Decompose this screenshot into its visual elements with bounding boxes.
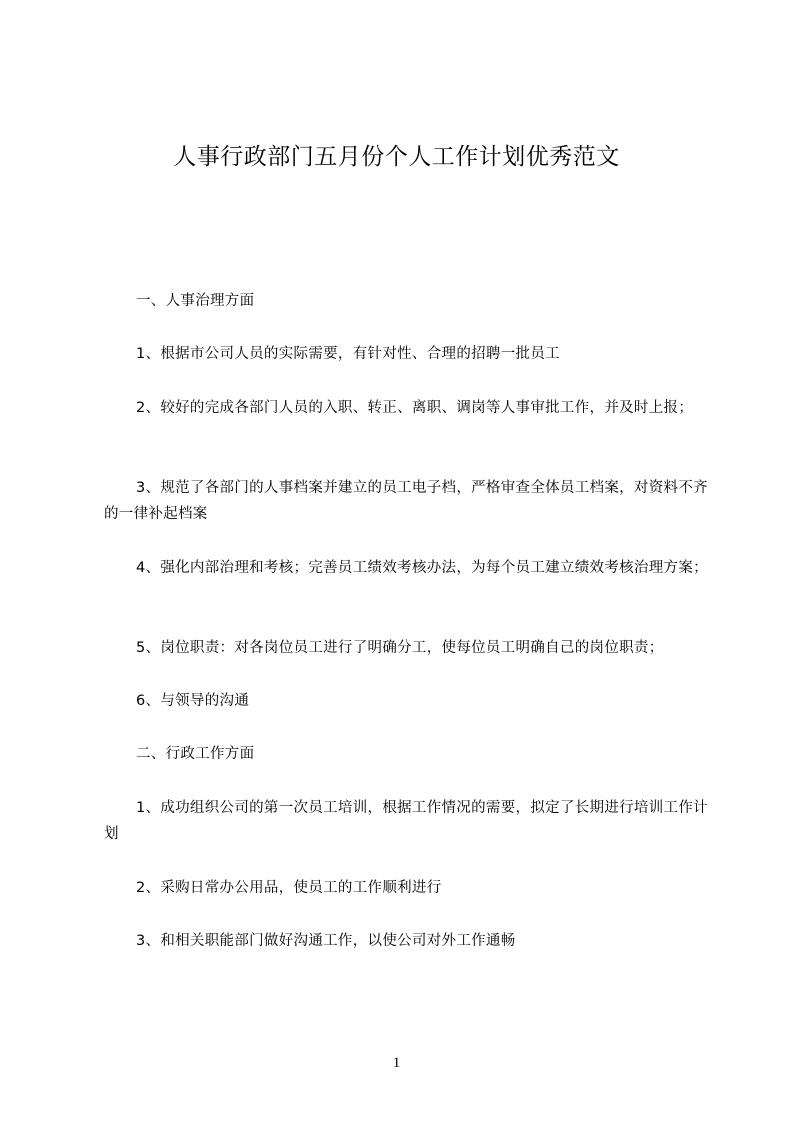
- document-title: 人事行政部门五月份个人工作计划优秀范文: [173, 144, 620, 170]
- paragraph-item: 2、较好的完成各部门人员的入职、转正、离职、调岗等人事审批工作，并及时上报；: [136, 400, 694, 416]
- paragraph-item: 3、和相关职能部门做好沟通工作，以使公司对外工作通畅: [136, 933, 516, 949]
- paragraph-item: 1、根据市公司人员的实际需要，有针对性、合理的招聘一批员工: [136, 346, 560, 362]
- section-heading-personnel: 一、人事治理方面: [136, 293, 255, 309]
- paragraph-item: 5、岗位职责：对各岗位员工进行了明确分工，使每位员工明确自己的岗位职责；: [136, 640, 664, 656]
- section-heading-administration: 二、行政工作方面: [136, 746, 255, 762]
- paragraph-item: 3、规范了各部门的人事档案并建立的员工电子档，严格审查全体员工档案，对资料不齐的一律补起档案: [104, 480, 708, 522]
- paragraph-item: 2、采购日常办公用品，使员工的工作顺利进行: [136, 880, 442, 896]
- paragraph-item: 6、与领导的沟通: [136, 693, 250, 709]
- paragraph-item: 1、成功组织公司的第一次员工培训，根据工作情况的需要，拟定了长期进行培训工作计划: [104, 800, 708, 842]
- page-number: 1: [392, 1055, 401, 1071]
- paragraph-item: 4、强化内部治理和考核；完善员工绩效考核办法，为每个员工建立绩效考核治理方案；: [136, 560, 708, 576]
